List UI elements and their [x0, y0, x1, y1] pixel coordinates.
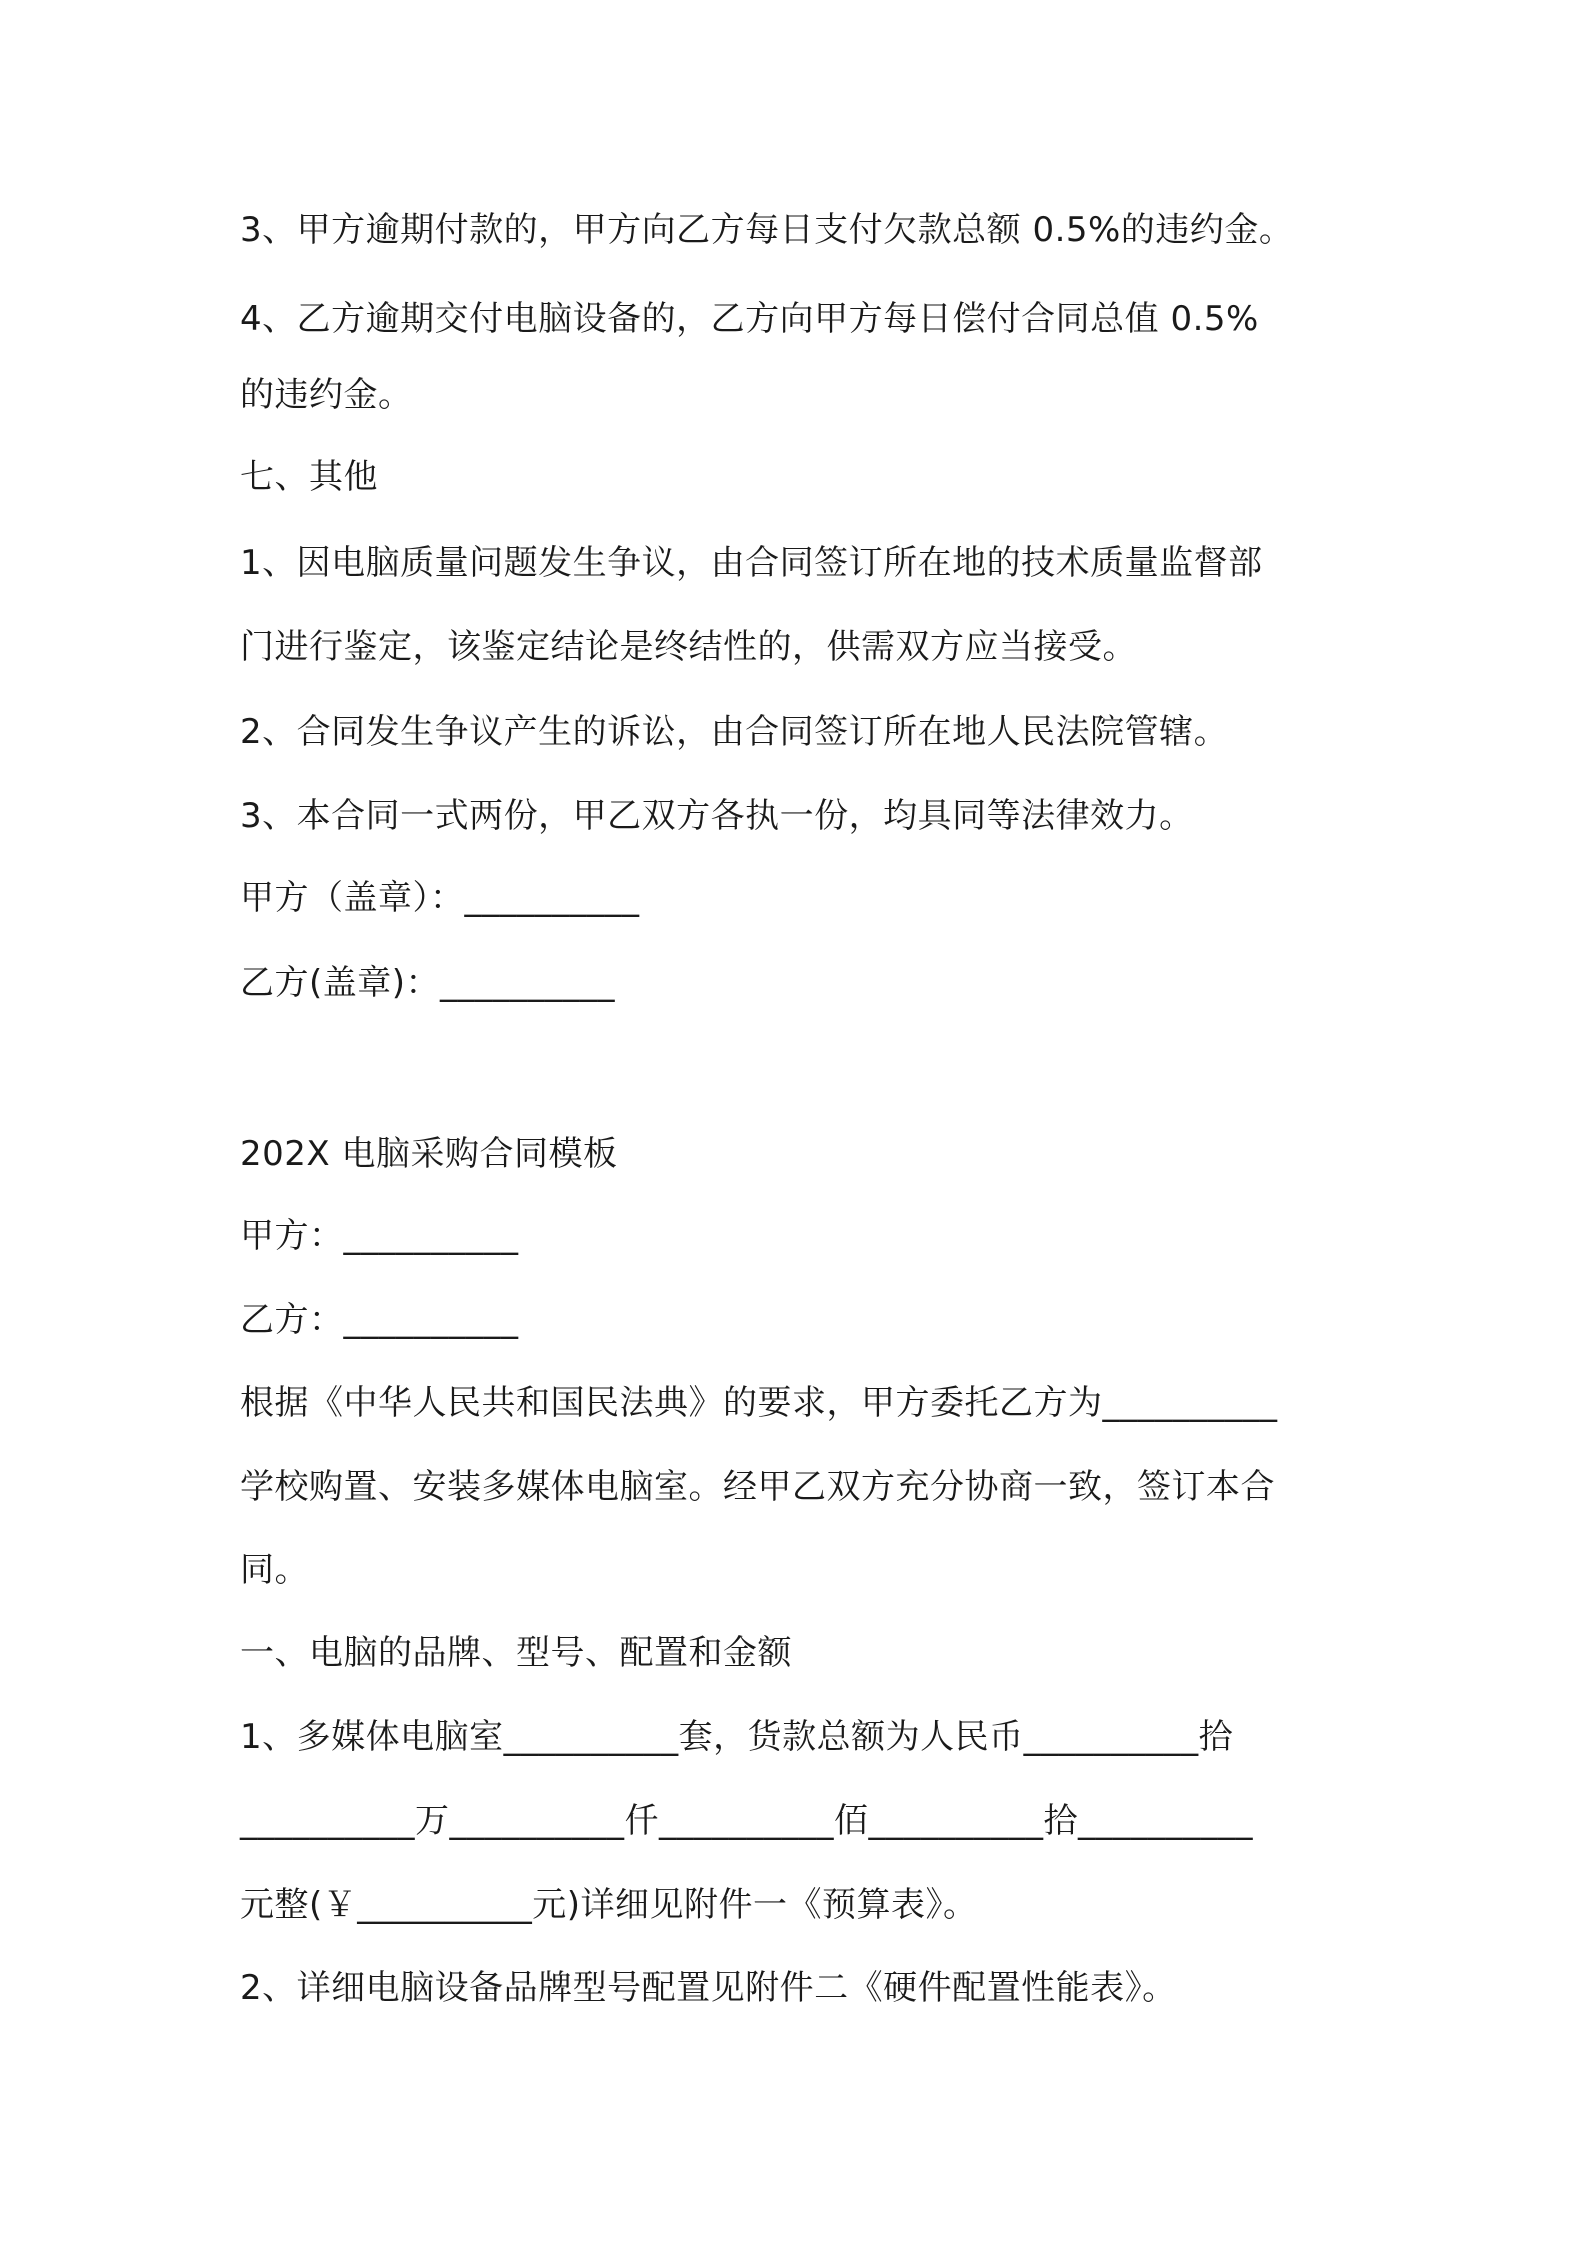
clause-quality-dispute-line-2: 门进行鉴定，该鉴定结论是终结性的，供需双方应当接受。 [240, 627, 1137, 667]
preamble-line-1: 根据《中华人民共和国民法典》的要求，甲方委托乙方为__________ [240, 1383, 1278, 1423]
clause-copies: 3、本合同一式两份，甲乙双方各执一份，均具同等法律效力。 [240, 796, 1194, 836]
contract-title: 202X 电脑采购合同模板 [240, 1134, 618, 1174]
clause-quantity-amount-line-2: __________万__________仟__________佰__________拾__________ [240, 1801, 1253, 1841]
section-heading-brand-model: 一、电脑的品牌、型号、配置和金额 [240, 1633, 792, 1673]
clause-late-delivery-line-1: 4、乙方逾期交付电脑设备的，乙方向甲方每日偿付合同总值 0.5% [240, 299, 1259, 339]
party-a-line: 甲方：__________ [240, 1216, 519, 1256]
party-a-seal-line: 甲方（盖章）：__________ [240, 878, 640, 918]
clause-late-delivery-line-2: 的违约金。 [240, 375, 413, 415]
section-heading-other: 七、其他 [240, 457, 378, 497]
party-b-seal-line: 乙方(盖章)：__________ [240, 963, 616, 1003]
preamble-line-2: 学校购置、安装多媒体电脑室。经甲乙双方充分协商一致，签订本合 [240, 1467, 1275, 1507]
preamble-line-3: 同。 [240, 1550, 309, 1590]
clause-litigation: 2、合同发生争议产生的诉讼，由合同签订所在地人民法院管辖。 [240, 712, 1229, 752]
clause-late-payment: 3、甲方逾期付款的，甲方向乙方每日支付欠款总额 0.5%的违约金。 [240, 210, 1294, 250]
party-b-line: 乙方：__________ [240, 1300, 519, 1340]
clause-config-annex: 2、详细电脑设备品牌型号配置见附件二《硬件配置性能表》。 [240, 1968, 1177, 2008]
clause-quantity-amount-line-3: 元整(￥__________元)详细见附件一《预算表》。 [240, 1885, 978, 1925]
clause-quantity-amount-line-1: 1、多媒体电脑室__________套，货款总额为人民币__________拾 [240, 1717, 1234, 1757]
clause-quality-dispute-line-1: 1、因电脑质量问题发生争议，由合同签订所在地的技术质量监督部 [240, 543, 1263, 583]
